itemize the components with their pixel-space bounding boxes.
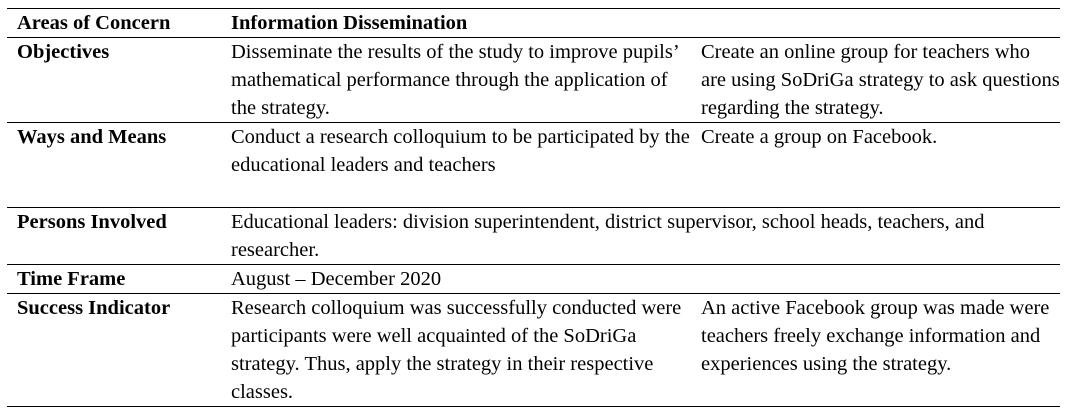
row-label-ways-and-means: Ways and Means [17,126,167,148]
table-row-success-indicator [7,294,1060,407]
ways-and-means-cell-2: Create a group on Facebook. [701,126,938,148]
row-label-objectives: Objectives [17,41,110,63]
table-row-objectives [7,38,1060,123]
success-indicator-cell-2: An active Facebook group was made were teachers freely exchange information and experiences using the strategy. [701,297,1050,375]
row-label-time-frame: Time Frame [17,268,126,290]
table-row-persons-involved [7,208,1060,265]
information-dissemination-table [7,8,1060,407]
objectives-cell-2: Create an online group for teachers who are using SoDriGa strategy to ask questions regarding the strategy. [701,41,1060,119]
row-label-success-indicator: Success Indicator [17,297,171,319]
row-label-persons-involved: Persons Involved [17,211,167,233]
success-indicator-cell-1: Research colloquium was successfully conducted were participants were well acquainted of the SoDriGa strategy. Thus, apply the strategy in their respective classes. [231,297,682,403]
table-header-row [7,9,1060,38]
time-frame-cell: August – December 2020 [231,268,442,290]
ways-and-means-cell-1: Conduct a research colloquium to be participated by the educational leaders and teachers [231,126,690,176]
header-areas-of-concern: Areas of Concern [17,12,171,34]
table-row-ways-and-means [7,123,1060,208]
header-information-dissemination: Information Dissemination [231,12,468,34]
persons-involved-cell: Educational leaders: division superintendent, district supervisor, school heads, teachers, and researcher. [231,211,985,261]
objectives-cell-1: Disseminate the results of the study to improve pupils’ mathematical performance through the application of the strategy. [231,41,679,119]
table-row-time-frame [7,265,1060,294]
